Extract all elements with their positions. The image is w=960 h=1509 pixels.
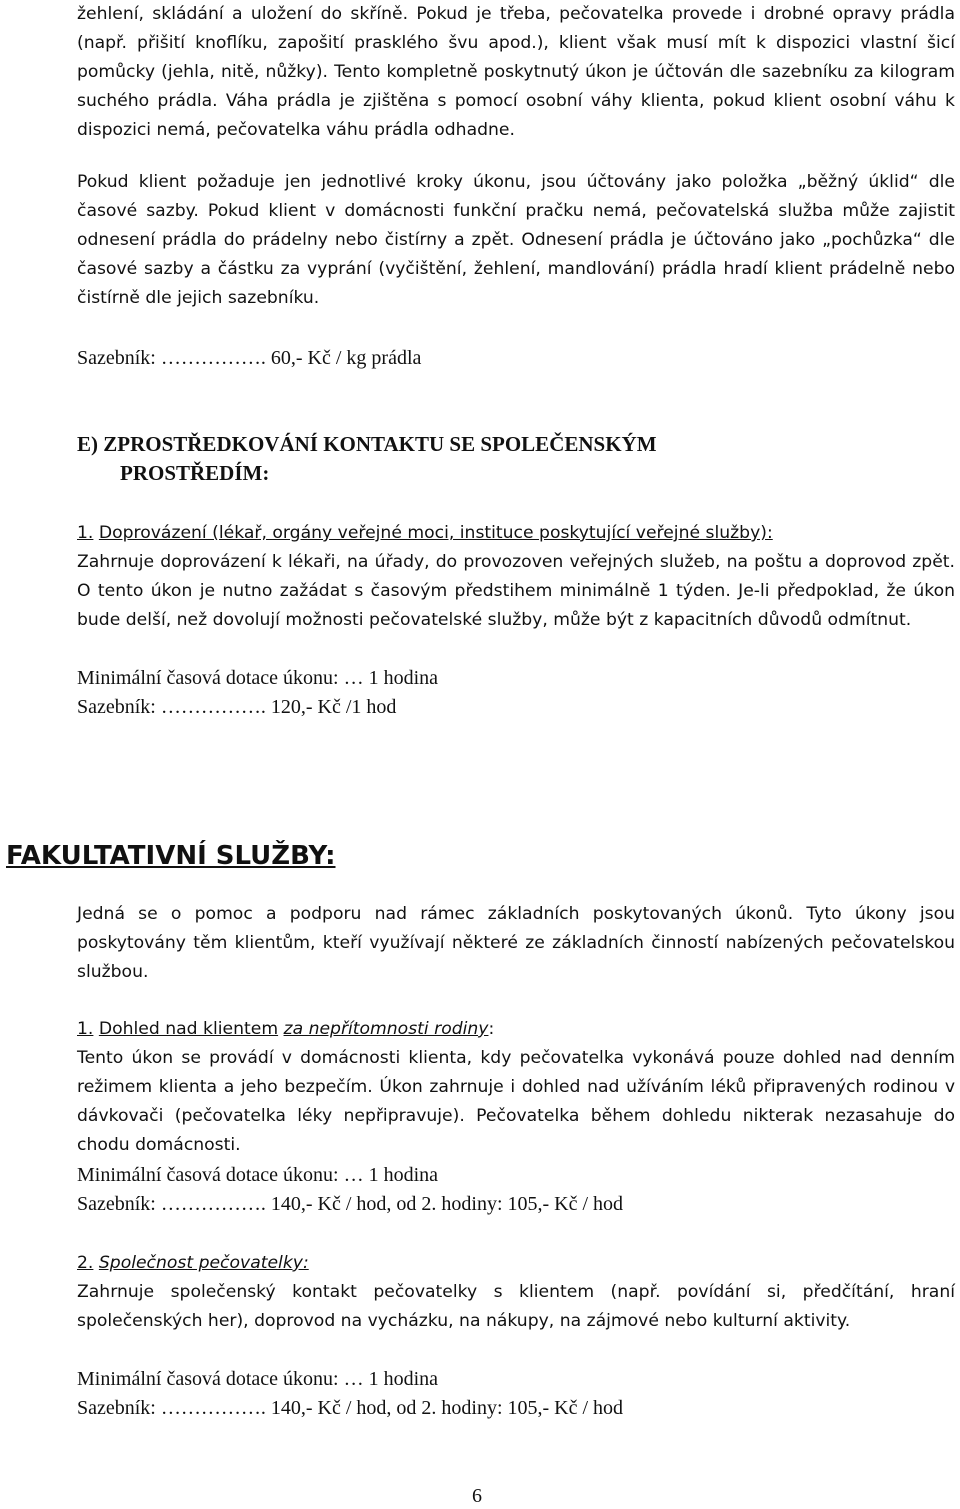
intro-paragraph-2: Pokud klient požaduje jen jednotlivé kroky úkonu, jsou účtovány jako položka „běžný úklid“ dle časové sazby. Pokud klient v domácnosti funkční pračku nemá, pečovatelská služba může zajistit odnesení prádla do prádelny nebo čistírny a zpět. Odnesení prádla je účtováno jako „pochůzka“ dle časové sazby a částku za vyprání (vyčištění, žehlení, mandlování) prádla hradí klient prádelně nebo čistírně dle jejich sazebníku. [77, 172, 955, 308]
fakultativni-title: FAKULTATIVNÍ SLUŽBY: [6, 841, 336, 871]
fakultativni-item1-rate: Sazebník: ……………. 140,- Kč / hod, od 2. hodiny: 105,- Kč / hod [77, 1193, 624, 1215]
fakultativni-item2-rate: Sazebník: ……………. 140,- Kč / hod, od 2. hodiny: 105,- Kč / hod [77, 1397, 624, 1419]
fakultativni-item1-text: Tento úkon se provádí v domácnosti klienta, kdy pečovatelka vykonává pouze dohled nad denním režimem klienta a jeho bezpečím. Úkon zahrnuje i dohled nad užíváním léků připravených rodinou v dávkovači (pečovatelka léky nepřipravuje). Pečovatelka během dohledu nikterak nezasahuje do chodu domácnosti. [77, 1048, 955, 1155]
intro-rate: Sazebník: ……………. 60,- Kč / kg prádla [77, 347, 422, 369]
fakultativni-intro: Jedná se o pomoc a podporu nad rámec základních poskytovaných úkonů. Tyto úkony jsou poskytovány těm klientům, kteří využívají některé ze základních činností nabízených pečovatelskou službou. [77, 904, 955, 982]
fakultativni-item2-number: 2. [77, 1253, 94, 1273]
fakultativni-item1-number: 1. [77, 1019, 94, 1039]
section-e-heading [77, 430, 877, 488]
fakultativni-item2-min-time: Minimální časová dotace úkonu: … 1 hodina [77, 1368, 439, 1390]
intro-paragraph-1: žehlení, skládání a uložení do skříně. Pokud je třeba, pečovatelka provede i drobné opravy prádla (např. přišití knoflíku, zapošití prasklého švu apod.), klient však musí mít k dispozici vlastní šicí pomůcky (jehla, nitě, nůžky). Tento kompletně poskytnutý úkon je účtován dle sazebníku za kilogram suchého prádla. Váha prádla je zjištěna s pomocí osobní váhy klienta, pokud klient osobní váhu k dispozici nemá, pečovatelka váhu prádla odhadne. [77, 4, 955, 140]
section-e-heading-line2: PROSTŘEDÍM: [120, 461, 270, 485]
page-number: 6 [472, 1485, 482, 1507]
fakultativni-item2-heading [77, 1249, 309, 1278]
fakultativni-item1-title-italic: za nepřítomnosti rodiny [283, 1019, 489, 1039]
fakultativni-item1-heading [77, 1015, 494, 1044]
section-e-item1-rate: Sazebník: ……………. 120,- Kč /1 hod [77, 696, 397, 718]
fakultativni-item1-colon: : [488, 1019, 495, 1039]
section-e-item1-heading [77, 519, 773, 548]
fakultativni-item1-title: Dohled nad klientem [98, 1019, 279, 1039]
fakultativni-item1-min-time: Minimální časová dotace úkonu: … 1 hodina [77, 1164, 439, 1186]
section-e-item1-text: Zahrnuje doprovázení k lékaři, na úřady, do provozoven veřejných služeb, na poštu a doprovod zpět. O tento úkon je nutno zažádat s časovým předstihem minimálně 1 týden. Je-li předpoklad, že úkon bude delší, než dovolují možnosti pečovatelské služby, může být z kapacitních důvodů odmítnut. [77, 552, 955, 630]
section-e-item1-min-time: Minimální časová dotace úkonu: … 1 hodina [77, 667, 439, 689]
section-e-item1-number: 1. [77, 523, 94, 543]
section-e-item1-title: Doprovázení (lékař, orgány veřejné moci, instituce poskytující veřejné služby): [98, 523, 773, 543]
fakultativni-item2-text: Zahrnuje společenský kontakt pečovatelky s klientem (např. povídání si, předčítání, hraní společenských her), doprovod na vycházku, na nákupy, na zájmové nebo kulturní aktivity. [77, 1282, 955, 1331]
section-e-heading-line1: E) ZPROSTŘEDKOVÁNÍ KONTAKTU SE SPOLEČENSKÝM [77, 432, 657, 456]
fakultativni-item2-title: Společnost pečovatelky: [98, 1253, 309, 1273]
